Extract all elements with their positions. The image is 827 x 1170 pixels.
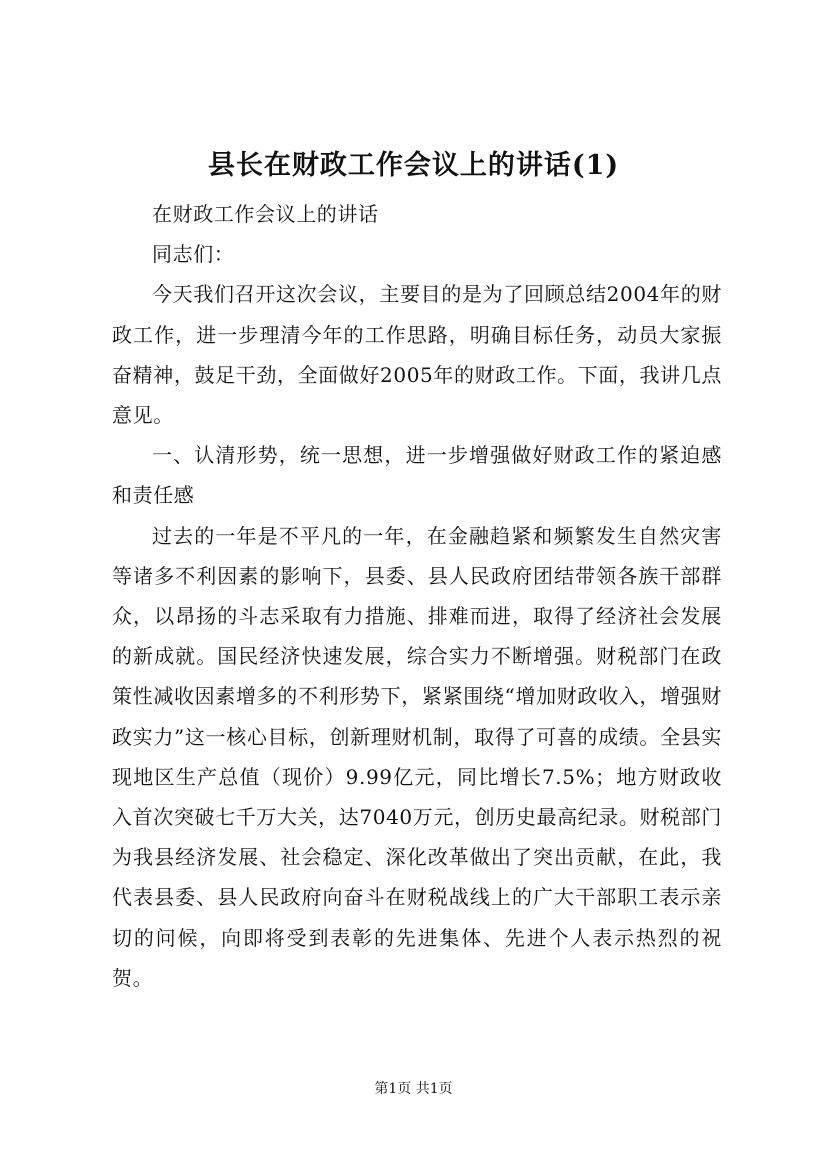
salutation-paragraph: 同志们：: [152, 242, 235, 267]
intro-paragraph: 今天我们召开这次会议，主要目的是为了回顾总结2004年的财政工作，进一步理清今年的工作思路，明确目标任务，动员大家振奋精神，鼓足干劲，全面做好2005年的财政工作。下面，我讲几点意见。: [112, 282, 722, 428]
subtitle-paragraph: 在财政工作会议上的讲话: [152, 202, 379, 226]
body-paragraph: 过去的一年是不平凡的一年，在金融趋紧和频繁发生自然灾害等诸多不利因素的影响下，县委、县人民政府团结带领各族干部群众，以昂扬的斗志采取有力措施、排难而进，取得了经济社会发展的新成就。国民经济快速发展，综合实力不断增强。财税部门在政策性减收因素增多的不利形势下，紧紧围绕“增加财政收入，增强财政实力”这一核心目标，创新理财机制，取得了可喜的成绩。全县实现地区生产总值（现价）9.99亿元，同比增长7.5%；地方财政收入首次突破七千万大关，达7040万元，创历史最高纪录。财税部门为我县经济发展、社会稳定、深化改革做出了突出贡献，在此，我代表县委、县人民政府向奋斗在财税战线上的广大干部职工表示亲切的问候，向即将受到表彰的先进集体、先进个人表示热烈的祝贺。: [112, 523, 722, 990]
section-heading-1: 一、认清形势，统一思想，进一步增强做好财政工作的紧迫感和责任感: [112, 443, 722, 508]
document-title: 县长在财政工作会议上的讲话(1): [207, 150, 620, 181]
document-body: [112, 194, 722, 998]
page-footer: 第1页 共1页: [374, 1081, 453, 1097]
